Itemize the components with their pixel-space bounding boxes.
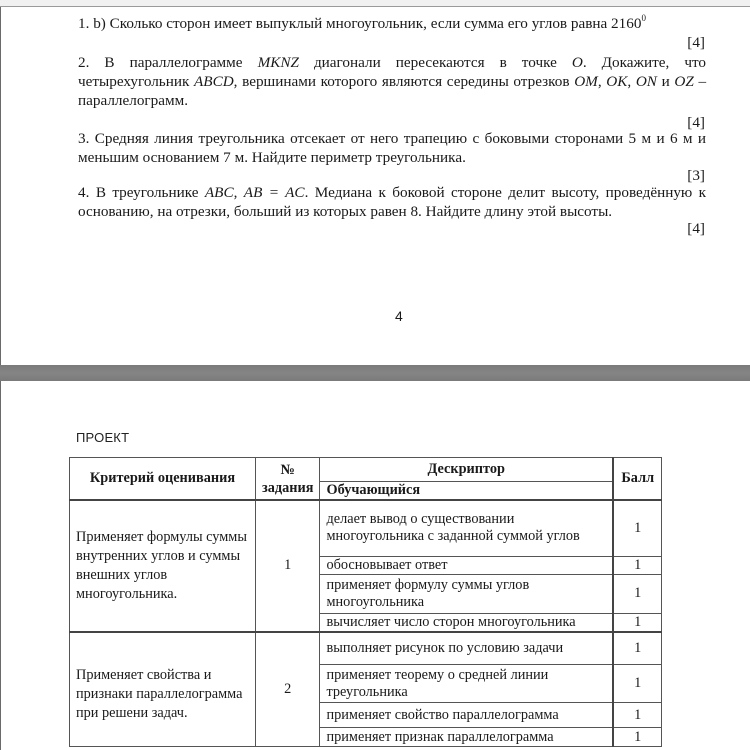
score-cell: 1 [613, 556, 662, 574]
page-number: 4 [395, 308, 403, 324]
table-row [70, 500, 662, 556]
score-cell: 1 [613, 703, 662, 728]
page-separator [0, 365, 750, 381]
question-3 [78, 129, 706, 167]
criterion-cell: Применяет формулы суммы внутренних углов и суммы внешних углов многоугольника. [70, 500, 256, 632]
question-number: 2. [78, 54, 90, 71]
descriptor-cell: применяет свойство параллелограмма [320, 703, 613, 728]
question-text: В треугольнике [95, 184, 199, 201]
question-number: 4. [78, 184, 90, 201]
question-text: и [661, 73, 670, 90]
descriptor-cell: обосновывает ответ [320, 556, 613, 574]
question-text: Средняя линия треугольника отсекает от него трапецию с боковыми сторонами 5 м и 6 м и меньшим основанием 7 м. Найдите периметр треугольника. [78, 130, 707, 166]
math-label: AB = AC [243, 184, 305, 201]
score-cell: 1 [613, 613, 662, 632]
math-label: MKNZ [257, 54, 299, 71]
descriptor-cell: делает вывод о существовании многоугольника с заданной суммой углов [320, 500, 613, 556]
document-page-4 [0, 7, 750, 365]
descriptor-cell: применяет формулу суммы углов многоугольника [320, 574, 613, 613]
question-text: . Докажите, что четырехугольник [78, 54, 706, 90]
header-task-number-symbol: № [280, 461, 295, 478]
question-2-mark: [4] [687, 114, 705, 131]
descriptor-cell: применяет признак параллелограмма [320, 728, 613, 747]
question-3-mark: [3] [687, 167, 705, 184]
math-label: ABCD [194, 73, 234, 90]
descriptor-cell: вычисляет число сторон многоугольника [320, 613, 613, 632]
question-2: 2. В параллелограмме MKNZ диагонали пересекаются в точке O. Докажите, что четырехугольник ABCD, вершинами которого являются середины отрезков OM, OK, ON и OZ – параллелограмм. [78, 54, 707, 109]
score-cell: 1 [613, 665, 662, 703]
project-label: ПРОЕКТ [76, 430, 130, 445]
header-task-number [256, 458, 320, 501]
math-label: O [571, 54, 583, 71]
score-cell: 1 [613, 574, 662, 613]
question-number: 1. [78, 15, 90, 32]
question-text: – параллелограмм. [78, 73, 707, 109]
math-label: OM [574, 73, 598, 90]
math-label: ON [635, 73, 657, 90]
descriptor-cell: применяет теорему о средней линии треугольника [320, 665, 613, 703]
header-score: Балл [613, 458, 662, 501]
question-text: b) Сколько сторон имеет выпуклый многоугольник, если сумма его углов равна 2160 [93, 15, 642, 32]
math-label: ABC [204, 184, 234, 201]
header-student: Обучающийся [320, 482, 613, 501]
question-text: . Медиана к боковой стороне делит высоту, проведённую к основанию, на отрезки, больший из которых равен 8. Найдите длину этой высоты. [78, 184, 707, 220]
descriptor-cell: выполняет рисунок по условию задачи [320, 632, 613, 665]
question-1-mark: [4] [687, 34, 705, 51]
criterion-cell: Применяет свойства и признаки параллелограмма при решени задач. [70, 632, 256, 747]
table-header-row [70, 458, 662, 482]
degree-superscript: 0 [641, 13, 646, 23]
header-descriptor: Дескриптор [320, 458, 613, 482]
question-4-mark: [4] [687, 220, 705, 237]
score-cell: 1 [613, 728, 662, 747]
task-number-cell: 1 [256, 500, 320, 632]
score-cell: 1 [613, 632, 662, 665]
question-text: В параллелограмме [104, 54, 243, 71]
table-row [70, 632, 662, 665]
question-text: , вершинами которого являются середины отрезков [233, 73, 570, 90]
math-label: OK [606, 73, 628, 90]
previous-content-strip [0, 0, 750, 7]
assessment-rubric-table [69, 457, 662, 747]
question-4: 4. В треугольнике ABC, AB = AC. Медиана к боковой стороне делит высоту, проведённую к основанию, на отрезки, больший из которых равен 8. Найдите длину этой высоты. [78, 184, 707, 220]
question-text: диагонали пересекаются в точке [313, 54, 557, 71]
task-number-cell: 2 [256, 632, 320, 747]
question-1 [78, 14, 706, 33]
math-label: OZ [674, 73, 694, 90]
question-number: 3. [78, 130, 90, 147]
score-cell: 1 [613, 500, 662, 556]
header-task-number-label: задания [262, 479, 314, 496]
header-criterion: Критерий оценивания [70, 458, 256, 501]
